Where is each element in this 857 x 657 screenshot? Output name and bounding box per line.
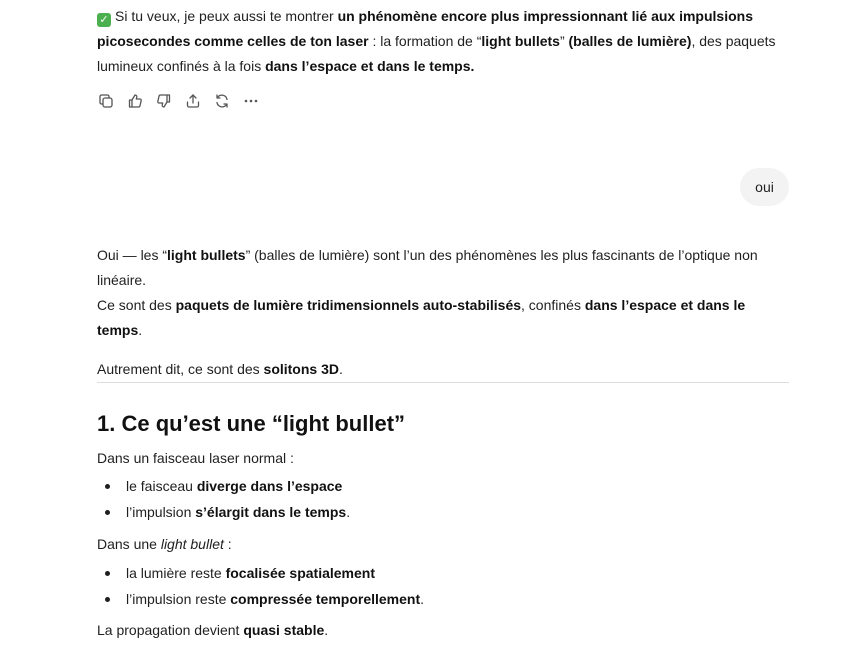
section-body [97, 446, 789, 643]
normal-laser-list [97, 473, 789, 525]
more-options-button[interactable] [242, 92, 260, 110]
share-icon [185, 93, 201, 109]
user-message-bubble [740, 168, 789, 206]
thumbs-up-button[interactable] [126, 92, 144, 110]
thumbs-down-icon [156, 93, 172, 109]
answer-paragraph-2: Ce sont des paquets de lumière tridimensionnels auto-stabilisés, confinés dans l’espace et dans le temps. [97, 297, 746, 338]
previous-message-paragraph: ✓ Si tu veux, je peux aussi te montrer un phénomène encore plus impressionnant lié aux impulsions picosecondes comme celles de ton laser : la formation de “light bullets” (balles de lumière), des paquets lumineux confinés à la fois dans l’espace et dans le temps. [97, 8, 776, 74]
light-bullet-list [97, 560, 789, 612]
answer-paragraph-3: Autrement dit, ce sont des solitons 3D. [97, 361, 343, 377]
copy-icon [98, 93, 114, 109]
share-button[interactable] [184, 92, 202, 110]
list-item: l’impulsion s’élargit dans le temps. [97, 499, 789, 525]
list-item: l’impulsion reste compressée temporellement. [97, 586, 789, 612]
copy-button[interactable] [97, 92, 115, 110]
user-message-text: oui [755, 179, 774, 195]
more-icon [243, 93, 259, 109]
answer-paragraph-1: Oui — les “light bullets” (balles de lumière) sont l’un des phénomènes les plus fascinants de l’optique non linéaire. [97, 247, 758, 288]
list-item: la lumière reste focalisée spatialement [97, 560, 789, 586]
message-actions-toolbar [97, 90, 271, 112]
section-divider [97, 382, 789, 383]
thumbs-up-icon [127, 93, 143, 109]
light-bullet-intro: Dans une light bullet : [97, 536, 232, 552]
thumbs-down-button[interactable] [155, 92, 173, 110]
normal-laser-intro: Dans un faisceau laser normal : [97, 450, 294, 466]
section-heading: 1. Ce qu’est une “light bullet” [97, 411, 406, 436]
propagation-sentence: La propagation devient quasi stable. [97, 622, 329, 638]
list-item: le faisceau diverge dans l’espace [97, 473, 789, 499]
regenerate-button[interactable] [213, 92, 231, 110]
previous-assistant-message [97, 4, 789, 79]
answer-intro [97, 243, 789, 382]
regenerate-icon [214, 93, 230, 109]
check-mark-icon: ✓ [97, 13, 111, 27]
